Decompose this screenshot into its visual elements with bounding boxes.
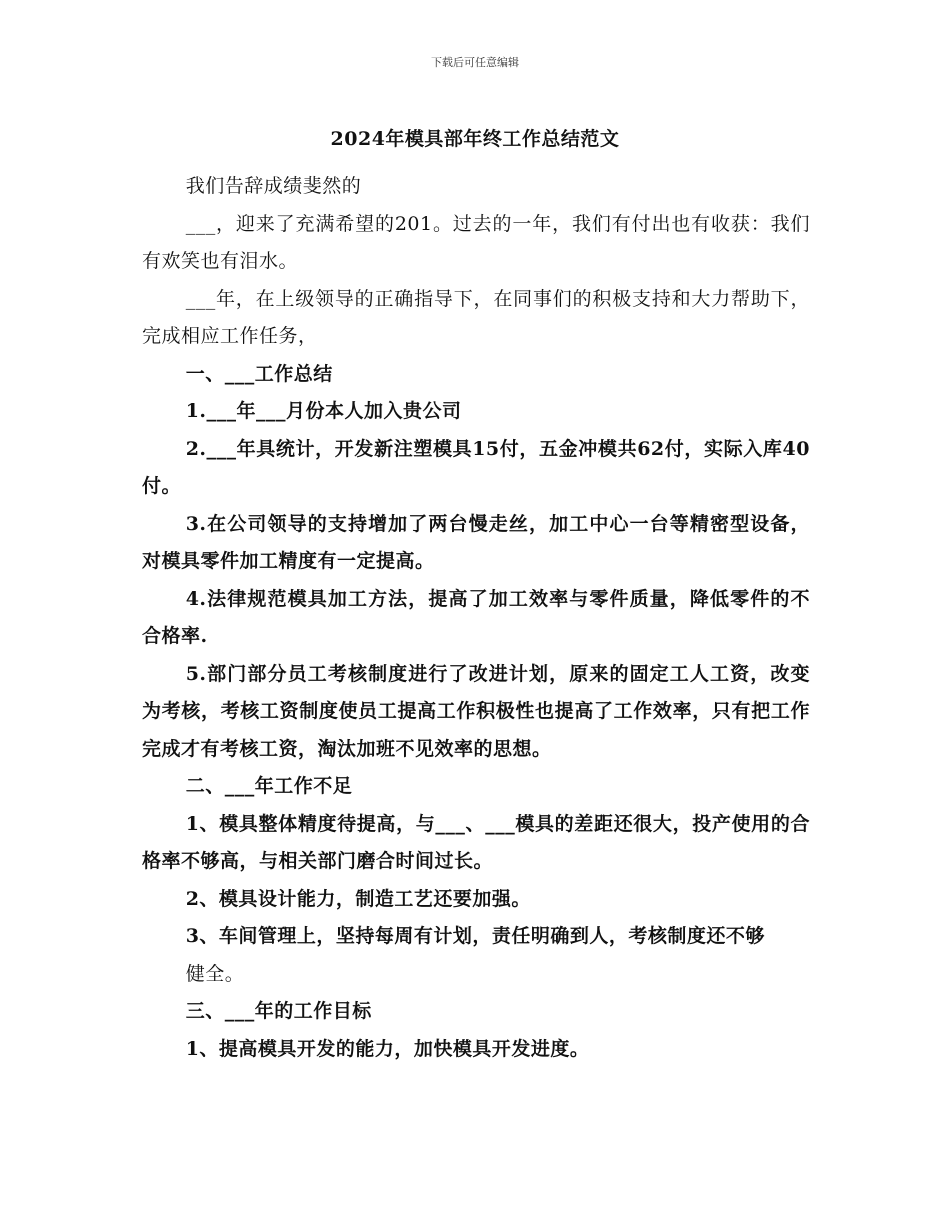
document-body <box>142 168 810 1068</box>
summary-item-2: 2.___年具统计，开发新注塑模具15付，五金冲模共62付，实际入库40付。 <box>142 437 810 497</box>
summary-item-1: 1.___年___月份本人加入贵公司 <box>185 400 462 422</box>
shortcoming-item-1: 1、模具整体精度待提高，与___、___模具的差距还很大，投产使用的合格率不够高，与相关部门磨合时间过长。 <box>142 812 810 872</box>
paragraph-overview: ___年，在上级领导的正确指导下，在同事们的积极支持和大力帮助下，完成相应工作任务， <box>142 287 810 347</box>
section-heading-shortcomings: 二、___年工作不足 <box>185 775 353 797</box>
shortcoming-item-3-continued: 健全。 <box>185 962 245 985</box>
section-heading-goals: 三、___年的工作目标 <box>185 1000 372 1022</box>
paragraph-greeting: ___，迎来了充满希望的201。过去的一年，我们有付出也有收获：我们有欢笑也有泪水。 <box>142 212 810 272</box>
document-title: 2024年模具部年终工作总结范文 <box>330 128 620 150</box>
summary-item-4: 4.法律规范模具加工方法，提高了加工效率与零件质量，降低零件的不合格率. <box>142 587 810 647</box>
summary-item-3: 3.在公司领导的支持增加了两台慢走丝，加工中心一台等精密型设备，对模具零件加工精度有一定提高。 <box>142 512 810 572</box>
shortcoming-item-2: 2、模具设计能力，制造工艺还要加强。 <box>185 887 531 910</box>
shortcoming-item-3: 3、车间管理上，坚持每周有计划，责任明确到人，考核制度还不够 <box>185 925 765 947</box>
header-note: 下载后可任意编辑 <box>431 56 519 69</box>
summary-item-5: 5.部门部分员工考核制度进行了改进计划，原来的固定工人工资，改变为考核，考核工资制度使员工提高工作积极性也提高了工作效率，只有把工作完成才有考核工资，淘汰加班不见效率的思想。 <box>142 662 810 760</box>
goal-item-1: 1、提高模具开发的能力，加快模具开发进度。 <box>185 1037 590 1060</box>
paragraph-intro: 我们告辞成绩斐然的 <box>185 175 362 197</box>
section-heading-summary: 一、___工作总结 <box>185 362 333 385</box>
